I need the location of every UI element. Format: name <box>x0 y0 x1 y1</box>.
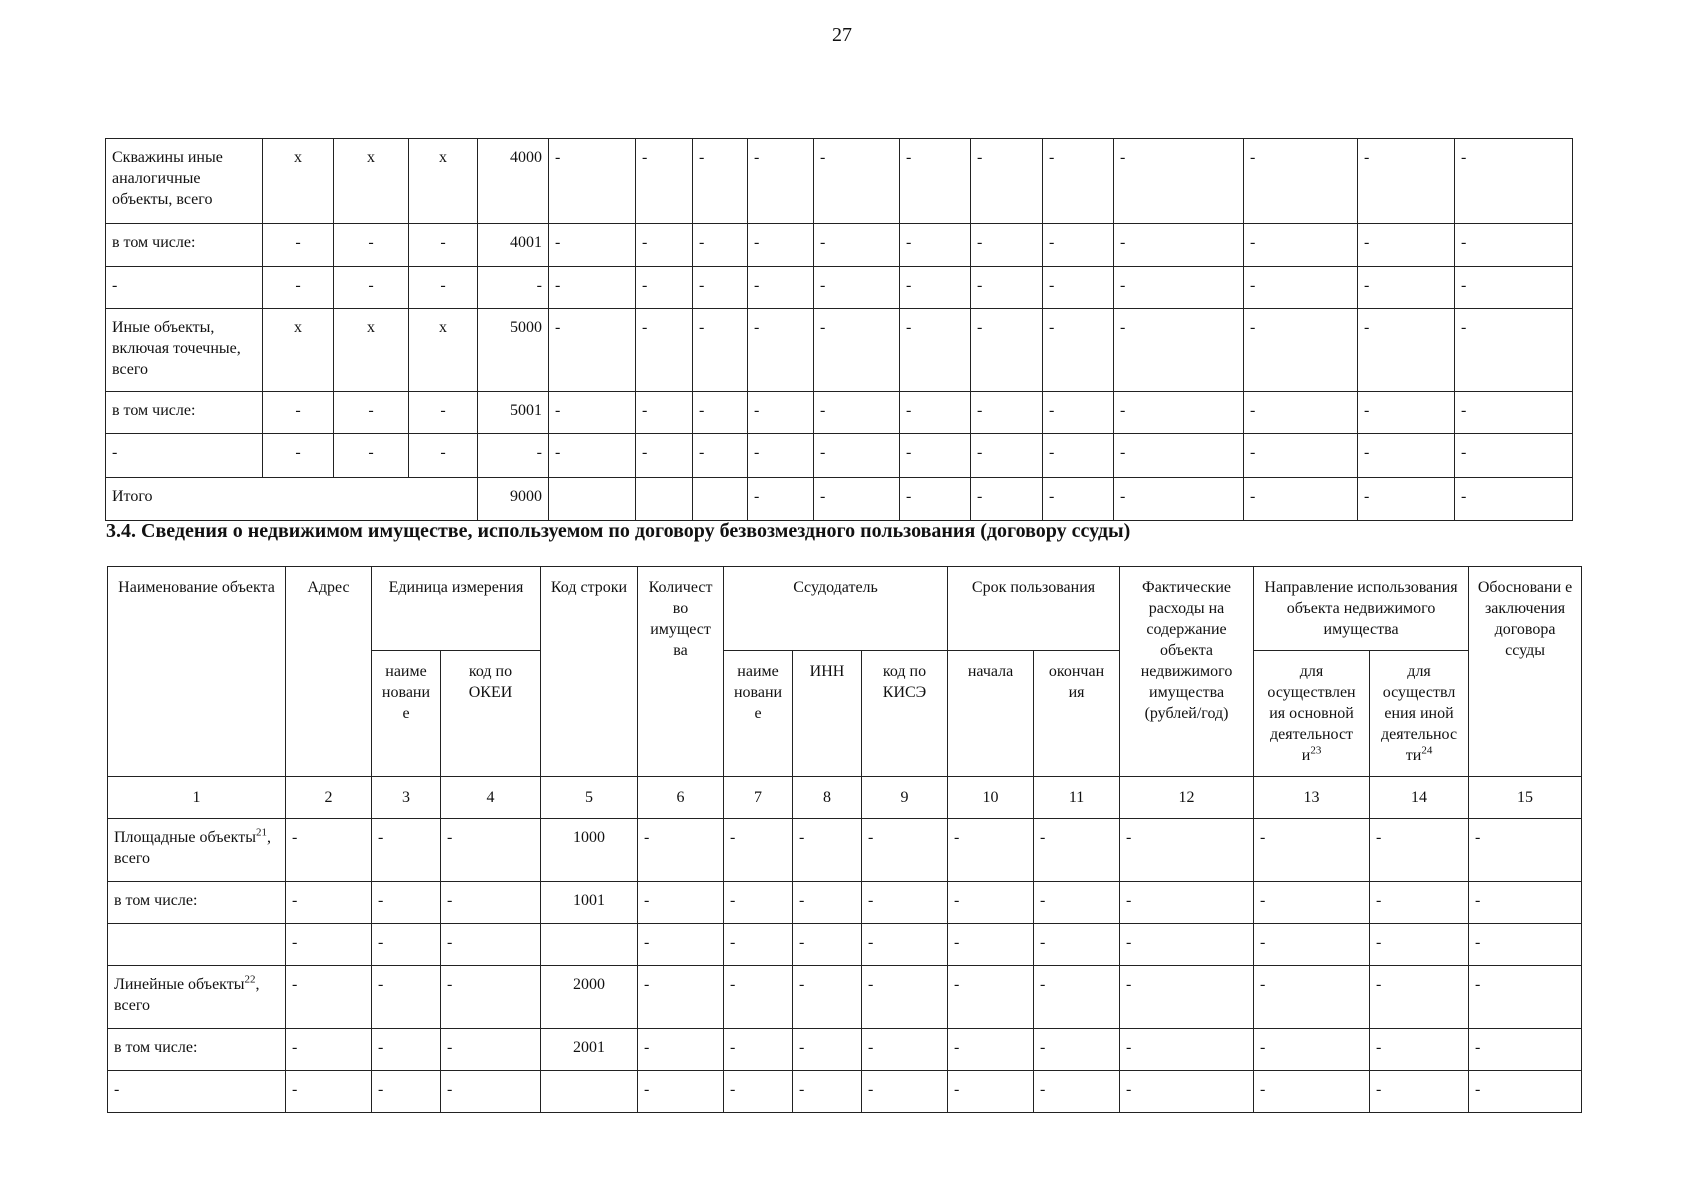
table-cell: x <box>334 309 409 392</box>
table-cell: - <box>372 1071 441 1113</box>
header-expenses: Фактические расходы на содержание объекта недвижимого имущества (рублей/год) <box>1120 567 1254 777</box>
table-cell: - <box>636 309 693 392</box>
table-cell: - <box>1370 819 1469 882</box>
table-cell: - <box>409 434 478 478</box>
table-cell: - <box>1370 1029 1469 1071</box>
table-cell: - <box>372 819 441 882</box>
table-cell: - <box>1034 819 1120 882</box>
column-number: 12 <box>1120 777 1254 819</box>
table-cell: - <box>793 924 862 966</box>
table-cell: - <box>971 139 1043 224</box>
table-cell: - <box>1254 924 1370 966</box>
table-cell: - <box>814 434 900 478</box>
table-cell: - <box>286 1071 372 1113</box>
table-cell: - <box>263 267 334 309</box>
table-cell: 5001 <box>478 392 549 434</box>
table-cell: - <box>1120 966 1254 1029</box>
table-cell: - <box>814 392 900 434</box>
table-cell: - <box>1043 267 1114 309</box>
table-cell: - <box>748 478 814 521</box>
row-label: - <box>106 434 263 478</box>
table-cell: - <box>1114 478 1244 521</box>
table-cell: - <box>948 882 1034 924</box>
column-number: 9 <box>862 777 948 819</box>
table-cell: - <box>1455 392 1573 434</box>
table-cell: - <box>549 309 636 392</box>
header-term-end: окончан ия <box>1034 651 1120 777</box>
row-label: - <box>106 267 263 309</box>
table-row <box>108 882 1582 924</box>
header-unit: Единица измерения <box>372 567 541 651</box>
table-cell: - <box>409 224 478 267</box>
table-cell: - <box>814 478 900 521</box>
table-cell: - <box>971 224 1043 267</box>
table-cell: 9000 <box>478 478 549 521</box>
row-label <box>108 1071 286 1113</box>
table-cell: - <box>948 1071 1034 1113</box>
table-cell: - <box>1254 882 1370 924</box>
table-cell: - <box>814 267 900 309</box>
table-cell: - <box>793 819 862 882</box>
header-lender-name: наиме новани е <box>724 651 793 777</box>
table-cell: - <box>372 1029 441 1071</box>
table-cell: - <box>693 392 748 434</box>
table-cell: - <box>862 1071 948 1113</box>
table-cell: - <box>724 882 793 924</box>
table-cell: - <box>1034 924 1120 966</box>
table-row <box>106 392 1573 434</box>
table-cell: - <box>441 1029 541 1071</box>
table-cell: - <box>1370 882 1469 924</box>
table-cell: - <box>286 966 372 1029</box>
header-direction-other <box>1370 651 1469 777</box>
row-label-text: в том числе: <box>114 892 198 909</box>
table-cell: - <box>948 966 1034 1029</box>
table-cell: - <box>549 224 636 267</box>
row-code-cell: 1001 <box>541 882 638 924</box>
table-cell: - <box>900 267 971 309</box>
table-cell: - <box>693 267 748 309</box>
table-cell: - <box>549 434 636 478</box>
table-cell: - <box>862 1029 948 1071</box>
table-cell: - <box>724 924 793 966</box>
table-cell: - <box>793 1071 862 1113</box>
row-label <box>108 882 286 924</box>
table-cell: - <box>636 392 693 434</box>
row-label-text: Линейные объекты <box>114 976 245 993</box>
row-label-suffix: , всего <box>114 829 271 867</box>
table-cell: - <box>862 924 948 966</box>
table-cell <box>693 478 748 521</box>
table-cell: - <box>372 966 441 1029</box>
column-number: 5 <box>541 777 638 819</box>
table-cell: - <box>409 267 478 309</box>
table-cell: - <box>286 819 372 882</box>
table-cell: - <box>900 392 971 434</box>
table-cell: - <box>286 924 372 966</box>
row-label: в том числе: <box>106 224 263 267</box>
table-cell: - <box>1114 309 1244 392</box>
table-cell: - <box>693 309 748 392</box>
table-cell: - <box>971 478 1043 521</box>
table-cell: - <box>636 139 693 224</box>
row-label: в том числе: <box>106 392 263 434</box>
header-unit-code: код по ОКЕИ <box>441 651 541 777</box>
table-cell: - <box>549 139 636 224</box>
page-number: 27 <box>832 24 852 46</box>
column-number: 6 <box>638 777 724 819</box>
row-label <box>108 1029 286 1071</box>
header-direction-other-text: для осуществл ения иной деятельнос ти <box>1381 663 1458 764</box>
table-cell: 5000 <box>478 309 549 392</box>
total-label: Итого <box>106 478 478 521</box>
table-cell: - <box>1455 139 1573 224</box>
table-cell: - <box>334 224 409 267</box>
table-cell: - <box>1358 139 1455 224</box>
table-cell: - <box>948 819 1034 882</box>
table-cell: - <box>862 882 948 924</box>
table-cell: - <box>1244 267 1358 309</box>
table-cell: - <box>638 882 724 924</box>
table-row <box>106 434 1573 478</box>
table-cell: - <box>1120 924 1254 966</box>
header-lender-kise: код по КИСЭ <box>862 651 948 777</box>
row-code-cell <box>541 1071 638 1113</box>
section-heading: 3.4. Сведения о недвижимом имуществе, используемом по договору безвозмездного пользования (договору ссуды) <box>106 520 1131 542</box>
table-cell: - <box>1034 882 1120 924</box>
table-cell: - <box>263 224 334 267</box>
header-direction: Направление использования объекта недвижимого имущества <box>1254 567 1469 651</box>
table-cell: - <box>814 309 900 392</box>
table-cell: - <box>1455 267 1573 309</box>
table-cell: x <box>409 309 478 392</box>
table-cell: - <box>1120 819 1254 882</box>
header-unit-name: наиме новани е <box>372 651 441 777</box>
table-cell: - <box>372 882 441 924</box>
table-cell: - <box>1043 139 1114 224</box>
table-cell: - <box>636 267 693 309</box>
row-label <box>108 966 286 1029</box>
column-number: 1 <box>108 777 286 819</box>
table-cell: - <box>1244 139 1358 224</box>
table-cell: - <box>724 966 793 1029</box>
table-cell: - <box>748 309 814 392</box>
footnote-marker: 22 <box>244 973 256 986</box>
row-label: Скважины иные аналогичные объекты, всего <box>106 139 263 224</box>
table-cell: - <box>263 392 334 434</box>
row-label <box>108 924 286 966</box>
table-cell: - <box>1120 1029 1254 1071</box>
table-cell: - <box>441 966 541 1029</box>
row-code-cell: 1000 <box>541 819 638 882</box>
table-cell: - <box>441 819 541 882</box>
row-label-text: Площадные объекты <box>114 829 256 846</box>
column-number-row <box>108 777 1582 819</box>
table-cell: - <box>1455 434 1573 478</box>
table-cell: 4001 <box>478 224 549 267</box>
table-cell: - <box>748 139 814 224</box>
column-number: 4 <box>441 777 541 819</box>
table-cell: - <box>748 392 814 434</box>
table-cell: - <box>1244 434 1358 478</box>
footnote-marker: 24 <box>1421 744 1433 757</box>
table-cell: - <box>441 882 541 924</box>
table-cell: - <box>1244 224 1358 267</box>
column-number: 10 <box>948 777 1034 819</box>
free-use-property-table <box>107 566 1582 1113</box>
column-number: 7 <box>724 777 793 819</box>
table-row <box>106 139 1573 224</box>
table-cell: - <box>1455 309 1573 392</box>
column-number: 14 <box>1370 777 1469 819</box>
table-cell: - <box>748 434 814 478</box>
table-cell: - <box>334 434 409 478</box>
footnote-marker: 23 <box>1310 744 1322 757</box>
table-cell: x <box>334 139 409 224</box>
table-row <box>108 1029 1582 1071</box>
table-cell: - <box>693 224 748 267</box>
table-cell: - <box>1358 267 1455 309</box>
table-cell: - <box>1034 966 1120 1029</box>
table-cell: - <box>900 309 971 392</box>
row-code-cell: 2000 <box>541 966 638 1029</box>
total-row <box>106 478 1573 521</box>
table-cell: - <box>638 1071 724 1113</box>
row-label <box>108 819 286 882</box>
table-cell: - <box>286 1029 372 1071</box>
table-cell: - <box>478 267 549 309</box>
table-cell: - <box>693 139 748 224</box>
table-cell: - <box>1254 966 1370 1029</box>
table-cell: - <box>748 224 814 267</box>
column-number: 13 <box>1254 777 1370 819</box>
table-cell: - <box>636 434 693 478</box>
footnote-marker: 21 <box>255 826 267 839</box>
table-cell: - <box>441 1071 541 1113</box>
table-cell: - <box>409 392 478 434</box>
table-cell: - <box>971 267 1043 309</box>
column-number: 11 <box>1034 777 1120 819</box>
table-cell: - <box>1358 224 1455 267</box>
table-cell: - <box>1370 924 1469 966</box>
table-cell: - <box>478 434 549 478</box>
table-cell: - <box>1034 1071 1120 1113</box>
table-cell: - <box>793 882 862 924</box>
table-cell: - <box>1034 1029 1120 1071</box>
table-cell <box>549 478 636 521</box>
table-cell: - <box>636 224 693 267</box>
table-cell: - <box>1114 139 1244 224</box>
table-cell <box>636 478 693 521</box>
table-cell: - <box>948 924 1034 966</box>
table-row <box>106 309 1573 392</box>
table-cell: - <box>1254 819 1370 882</box>
continued-property-table <box>105 138 1573 521</box>
table-cell: - <box>724 1071 793 1113</box>
table-cell: - <box>1455 478 1573 521</box>
table-cell: - <box>1358 309 1455 392</box>
header-term-start: начала <box>948 651 1034 777</box>
header-lender-inn: ИНН <box>793 651 862 777</box>
table-cell: - <box>1469 966 1582 1029</box>
table-cell: - <box>862 966 948 1029</box>
table-cell: - <box>1370 1071 1469 1113</box>
table-cell: - <box>263 434 334 478</box>
table-cell: 4000 <box>478 139 549 224</box>
table-cell: - <box>748 267 814 309</box>
table-row <box>108 819 1582 882</box>
table-cell: - <box>1469 1071 1582 1113</box>
header-object-name: Наименование объекта <box>108 567 286 777</box>
table-cell: - <box>971 309 1043 392</box>
table-cell: - <box>1370 966 1469 1029</box>
table-cell: - <box>1114 224 1244 267</box>
table-cell: - <box>1254 1071 1370 1113</box>
table-cell: x <box>263 139 334 224</box>
table-cell: - <box>1469 882 1582 924</box>
table-row <box>108 924 1582 966</box>
table-cell: - <box>900 434 971 478</box>
table-cell: - <box>900 224 971 267</box>
table-cell: - <box>1120 882 1254 924</box>
row-code-cell <box>541 924 638 966</box>
table-cell: - <box>638 924 724 966</box>
table-cell: - <box>1043 434 1114 478</box>
table-cell: - <box>1043 478 1114 521</box>
header-row-code: Код строки <box>541 567 638 777</box>
header-quantity: Количест во имущест ва <box>638 567 724 777</box>
table-cell: - <box>1114 392 1244 434</box>
row-label-text: - <box>114 1081 120 1098</box>
table-cell: - <box>1244 478 1358 521</box>
row-label-text: в том числе: <box>114 1039 198 1056</box>
table-cell: - <box>1114 434 1244 478</box>
table-cell: - <box>900 478 971 521</box>
column-number: 2 <box>286 777 372 819</box>
table-cell: - <box>1244 309 1358 392</box>
table-cell: x <box>409 139 478 224</box>
table-cell: - <box>638 819 724 882</box>
table-cell: - <box>793 966 862 1029</box>
table-cell: - <box>549 392 636 434</box>
table-cell: - <box>1043 309 1114 392</box>
table-row <box>106 267 1573 309</box>
table-cell: - <box>724 819 793 882</box>
table-cell: - <box>862 819 948 882</box>
header-address: Адрес <box>286 567 372 777</box>
header-basis: Обосновани е заключения договора ссуды <box>1469 567 1582 777</box>
table-cell: - <box>900 139 971 224</box>
table-cell: - <box>971 434 1043 478</box>
table-cell: - <box>549 267 636 309</box>
column-number: 15 <box>1469 777 1582 819</box>
column-number: 8 <box>793 777 862 819</box>
header-lender: Ссудодатель <box>724 567 948 651</box>
table-cell: - <box>1114 267 1244 309</box>
table-cell: - <box>971 392 1043 434</box>
header-direction-main <box>1254 651 1370 777</box>
table-cell: - <box>1120 1071 1254 1113</box>
column-number: 3 <box>372 777 441 819</box>
table-row <box>106 224 1573 267</box>
table-cell: - <box>372 924 441 966</box>
table-cell: - <box>441 924 541 966</box>
table-cell: - <box>1469 819 1582 882</box>
table-cell: - <box>1254 1029 1370 1071</box>
table-cell: - <box>334 392 409 434</box>
table-row <box>108 1071 1582 1113</box>
header-direction-main-text: для осуществлен ия основной деятельност и <box>1267 663 1356 764</box>
table-cell: - <box>948 1029 1034 1071</box>
table-cell: - <box>724 1029 793 1071</box>
table-cell: - <box>638 966 724 1029</box>
table-cell: - <box>638 1029 724 1071</box>
row-code-cell: 2001 <box>541 1029 638 1071</box>
table-row <box>108 966 1582 1029</box>
table-cell: - <box>814 224 900 267</box>
table-cell: - <box>1358 478 1455 521</box>
table-cell: - <box>693 434 748 478</box>
table-cell: - <box>1455 224 1573 267</box>
header-term: Срок пользования <box>948 567 1120 651</box>
table-cell: - <box>1358 392 1455 434</box>
table-cell: - <box>1244 392 1358 434</box>
row-label: Иные объекты, включая точечные, всего <box>106 309 263 392</box>
table-cell: x <box>263 309 334 392</box>
table-cell: - <box>1043 392 1114 434</box>
table-cell: - <box>1469 924 1582 966</box>
table-cell: - <box>1358 434 1455 478</box>
table-cell: - <box>793 1029 862 1071</box>
table-cell: - <box>1469 1029 1582 1071</box>
table-cell: - <box>1043 224 1114 267</box>
row-label-suffix: , всего <box>114 976 260 1014</box>
table-cell: - <box>286 882 372 924</box>
table-cell: - <box>814 139 900 224</box>
table-cell: - <box>334 267 409 309</box>
